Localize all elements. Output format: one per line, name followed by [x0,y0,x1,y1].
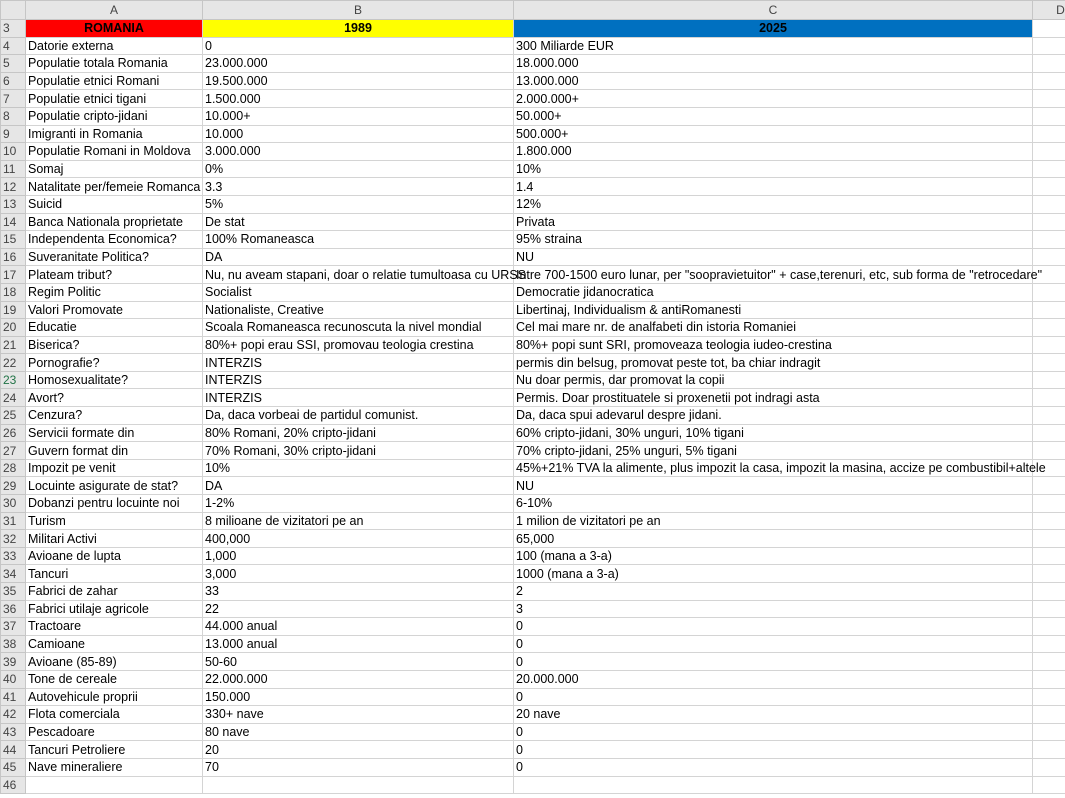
cell-b[interactable]: 22 [203,600,514,618]
cell-b[interactable]: DA [203,477,514,495]
cell-b[interactable]: Da, daca vorbeai de partidul comunist. [203,407,514,425]
row-header[interactable]: 26 [1,424,26,442]
column-header-c[interactable]: C [514,1,1033,20]
table-row [1,530,1065,548]
row-header[interactable]: 4 [1,37,26,55]
table-row [1,583,1065,601]
cell-d[interactable] [1033,442,1065,460]
table-row [1,125,1065,143]
cell-c[interactable]: 500.000+ [514,125,1033,143]
cell-a[interactable]: Homosexualitate? [26,371,203,389]
cell-a[interactable]: Populatie etnici tigani [26,90,203,108]
cell-a[interactable]: Educatie [26,319,203,337]
row-header[interactable]: 44 [1,741,26,759]
table-row [1,459,1065,477]
cell-b[interactable]: 3,000 [203,565,514,583]
cell-c[interactable]: 0 [514,688,1033,706]
cell-c[interactable]: 50.000+ [514,107,1033,125]
cell-c[interactable]: NU [514,477,1033,495]
table-row [1,248,1065,266]
table-row [1,336,1065,354]
cell-d[interactable] [1033,266,1065,284]
row-header[interactable]: 29 [1,477,26,495]
cell-c[interactable]: 95% straina [514,231,1033,249]
table-row [1,442,1065,460]
cell-d[interactable] [1033,547,1065,565]
cell-c[interactable]: 65,000 [514,530,1033,548]
cell-c[interactable]: 70% cripto-jidani, 25% unguri, 5% tigani [514,442,1033,460]
row-header[interactable]: 39 [1,653,26,671]
cell-a[interactable]: Independenta Economica? [26,231,203,249]
cell-c[interactable]: Libertinaj, Individualism & antiRomanesti [514,301,1033,319]
cell-d[interactable] [1033,160,1065,178]
cell-c[interactable]: 12% [514,195,1033,213]
cell-a[interactable]: Populatie etnici Romani [26,72,203,90]
cell-d[interactable] [1033,583,1065,601]
cell-c[interactable]: NU [514,248,1033,266]
cell-b[interactable]: 3.3 [203,178,514,196]
cell-a[interactable]: Datorie externa [26,37,203,55]
table-row [1,706,1065,724]
cell-a[interactable]: Imigranti in Romania [26,125,203,143]
cell-d[interactable] [1033,495,1065,513]
cell-b[interactable]: 400,000 [203,530,514,548]
cell-b[interactable]: INTERZIS [203,371,514,389]
cell-c[interactable]: 0 [514,653,1033,671]
table-row [1,213,1065,231]
table-row [1,266,1065,284]
row-header[interactable]: 14 [1,213,26,231]
table-row [1,670,1065,688]
cell-a[interactable]: Cenzura? [26,407,203,425]
cell-c[interactable]: Permis. Doar prostituatele si proxenetii pot indragi asta [514,389,1033,407]
cell-a[interactable]: Tone de cereale [26,670,203,688]
cell-b[interactable]: 22.000.000 [203,670,514,688]
cell-c[interactable]: 0 [514,618,1033,636]
cell-a[interactable]: Avioane (85-89) [26,653,203,671]
row-header[interactable]: 40 [1,670,26,688]
table-row [1,107,1065,125]
row-header[interactable]: 23 [1,371,26,389]
cell-b[interactable]: 50-60 [203,653,514,671]
table-row [1,55,1065,73]
table-row [1,407,1065,425]
cell-c[interactable]: 1.800.000 [514,143,1033,161]
table-row [1,178,1065,196]
table-row [1,495,1065,513]
table-row [1,776,1065,794]
cell-d[interactable] [1033,55,1065,73]
cell-b[interactable]: Nationaliste, Creative [203,301,514,319]
cell-a[interactable]: Regim Politic [26,283,203,301]
row-header[interactable]: 16 [1,248,26,266]
row-header[interactable]: 20 [1,319,26,337]
cell-c[interactable]: 0 [514,741,1033,759]
cell-b[interactable]: 10.000+ [203,107,514,125]
cell-c[interactable]: 0 [514,758,1033,776]
cell-b[interactable]: 80 nave [203,723,514,741]
cell-a[interactable]: Autovehicule proprii [26,688,203,706]
table-header-row [1,20,1065,38]
cell-d[interactable] [1033,407,1065,425]
row-header[interactable]: 9 [1,125,26,143]
cell-c[interactable]: 300 Miliarde EUR [514,37,1033,55]
cell-a[interactable]: Fabrici utilaje agricole [26,600,203,618]
row-header[interactable]: 28 [1,459,26,477]
cell-b[interactable]: 80% Romani, 20% cripto-jidani [203,424,514,442]
cell-a[interactable]: Pornografie? [26,354,203,372]
table-row [1,283,1065,301]
cell-c[interactable]: 60% cripto-jidani, 30% unguri, 10% tigani [514,424,1033,442]
row-header[interactable]: 24 [1,389,26,407]
cell-d[interactable] [1033,72,1065,90]
cell-a[interactable]: Turism [26,512,203,530]
cell-d[interactable] [1033,618,1065,636]
cell-b[interactable]: 1.500.000 [203,90,514,108]
cell-c[interactable]: 1000 (mana a 3-a) [514,565,1033,583]
table-row [1,512,1065,530]
cell-b[interactable]: Nu, nu aveam stapani, doar o relatie tumultoasa cu URSS [203,266,514,284]
row-header[interactable]: 36 [1,600,26,618]
cell-d[interactable] [1033,20,1065,38]
table-row [1,723,1065,741]
cell-c[interactable]: 13.000.000 [514,72,1033,90]
cell-b[interactable]: 70 [203,758,514,776]
row-header[interactable]: 42 [1,706,26,724]
cell-a[interactable]: Populatie totala Romania [26,55,203,73]
table-row [1,90,1065,108]
cell-b[interactable]: 44.000 anual [203,618,514,636]
table-row [1,688,1065,706]
row-header[interactable]: 6 [1,72,26,90]
table-row [1,301,1065,319]
cell-a[interactable]: Pescadoare [26,723,203,741]
cell-c[interactable]: Da, daca spui adevarul despre jidani. [514,407,1033,425]
row-header[interactable]: 19 [1,301,26,319]
cell-d[interactable] [1033,706,1065,724]
row-header[interactable]: 27 [1,442,26,460]
cell-a[interactable]: Populatie Romani in Moldova [26,143,203,161]
row-header[interactable]: 33 [1,547,26,565]
cell-a[interactable]: Flota comerciala [26,706,203,724]
row-header[interactable]: 10 [1,143,26,161]
cell-b[interactable]: 1,000 [203,547,514,565]
cell-b[interactable]: 10% [203,459,514,477]
cell-b[interactable]: 0 [203,37,514,55]
cell-a[interactable]: Nave mineraliere [26,758,203,776]
table-row [1,389,1065,407]
table-row [1,618,1065,636]
cell-b[interactable]: 0% [203,160,514,178]
cell-d[interactable] [1033,776,1065,794]
table-row [1,371,1065,389]
cell-a[interactable]: Servicii formate din [26,424,203,442]
row-header[interactable]: 13 [1,195,26,213]
cell-a[interactable]: Tancuri Petroliere [26,741,203,759]
row-header[interactable]: 35 [1,583,26,601]
column-header-d[interactable]: D [1033,1,1065,20]
table-row [1,319,1065,337]
cell-a[interactable]: Tractoare [26,618,203,636]
cell-b[interactable]: 33 [203,583,514,601]
table-row [1,635,1065,653]
cell-c[interactable]: 0 [514,723,1033,741]
cell-c[interactable] [514,776,1033,794]
cell-c[interactable]: 45%+21% TVA la alimente, plus impozit la casa, impozit la masina, accize pe combustibil+altele [514,459,1033,477]
cell-a[interactable]: Dobanzi pentru locuinte noi [26,495,203,513]
table-row [1,565,1065,583]
cell-a[interactable]: Tancuri [26,565,203,583]
cell-b[interactable]: 80%+ popi erau SSI, promovau teologia crestina [203,336,514,354]
cell-a[interactable]: Locuinte asigurate de stat? [26,477,203,495]
table-row [1,741,1065,759]
row-header[interactable]: 7 [1,90,26,108]
table-row [1,354,1065,372]
cell-a[interactable]: Somaj [26,160,203,178]
cell-c[interactable]: 1 milion de vizitatori pe an [514,512,1033,530]
cell-a[interactable]: Populatie cripto-jidani [26,107,203,125]
cell-b[interactable]: DA [203,248,514,266]
cell-b[interactable]: 70% Romani, 30% cripto-jidani [203,442,514,460]
cell-c[interactable]: permis din belsug, promovat peste tot, ba chiar indragit [514,354,1033,372]
cell-d[interactable] [1033,389,1065,407]
header-cell-1989[interactable]: 1989 [203,20,514,38]
cell-b[interactable]: INTERZIS [203,389,514,407]
row-header[interactable]: 17 [1,266,26,284]
cell-d[interactable] [1033,741,1065,759]
cell-a[interactable]: Camioane [26,635,203,653]
cell-d[interactable] [1033,90,1065,108]
cell-d[interactable] [1033,283,1065,301]
row-header[interactable]: 8 [1,107,26,125]
table-row [1,477,1065,495]
cell-b[interactable]: INTERZIS [203,354,514,372]
row-header[interactable]: 45 [1,758,26,776]
cell-b[interactable]: Socialist [203,283,514,301]
cell-d[interactable] [1033,37,1065,55]
cell-c[interactable]: 20 nave [514,706,1033,724]
row-header[interactable]: 15 [1,231,26,249]
cell-a[interactable]: Fabrici de zahar [26,583,203,601]
row-header[interactable]: 5 [1,55,26,73]
cell-c[interactable]: 2 [514,583,1033,601]
cell-c[interactable]: 10% [514,160,1033,178]
cell-d[interactable] [1033,565,1065,583]
table-row [1,653,1065,671]
cell-c[interactable]: 1.4 [514,178,1033,196]
cell-d[interactable] [1033,477,1065,495]
cell-d[interactable] [1033,653,1065,671]
row-header[interactable]: 34 [1,565,26,583]
cell-c[interactable]: Cel mai mare nr. de analfabeti din istoria Romaniei [514,319,1033,337]
cell-b[interactable]: 5% [203,195,514,213]
table-row [1,72,1065,90]
cell-b[interactable]: 23.000.000 [203,55,514,73]
row-header[interactable]: 18 [1,283,26,301]
cell-d[interactable] [1033,688,1065,706]
row-header[interactable]: 3 [1,20,26,38]
cell-b[interactable]: Scoala Romaneasca recunoscuta la nivel mondial [203,319,514,337]
row-header[interactable]: 11 [1,160,26,178]
column-header-row [1,1,1065,20]
cell-c[interactable]: 0 [514,635,1033,653]
cell-d[interactable] [1033,600,1065,618]
row-header[interactable]: 21 [1,336,26,354]
cell-d[interactable] [1033,336,1065,354]
cell-a[interactable] [26,776,203,794]
cell-d[interactable] [1033,758,1065,776]
row-header[interactable]: 12 [1,178,26,196]
cell-b[interactable]: 100% Romaneasca [203,231,514,249]
row-header[interactable]: 43 [1,723,26,741]
cell-a[interactable]: Banca Nationala proprietate [26,213,203,231]
column-header-b[interactable]: B [203,1,514,20]
cell-b[interactable]: 150.000 [203,688,514,706]
cell-d[interactable] [1033,231,1065,249]
select-all-corner[interactable] [1,1,26,20]
row-header[interactable]: 37 [1,618,26,636]
cell-a[interactable]: Plateam tribut? [26,266,203,284]
cell-d[interactable] [1033,635,1065,653]
cell-d[interactable] [1033,143,1065,161]
cell-d[interactable] [1033,107,1065,125]
cell-a[interactable]: Natalitate per/femeie Romanca [26,178,203,196]
table-row [1,547,1065,565]
cell-d[interactable] [1033,301,1065,319]
table-row [1,195,1065,213]
cell-c[interactable]: 6-10% [514,495,1033,513]
cell-a[interactable]: Avort? [26,389,203,407]
cell-a[interactable]: Biserica? [26,336,203,354]
cell-a[interactable]: Valori Promovate [26,301,203,319]
row-header[interactable]: 38 [1,635,26,653]
cell-d[interactable] [1033,512,1065,530]
table-row [1,600,1065,618]
cell-b[interactable]: 1-2% [203,495,514,513]
cell-d[interactable] [1033,125,1065,143]
row-header[interactable]: 22 [1,354,26,372]
cell-d[interactable] [1033,723,1065,741]
cell-c[interactable]: Nu doar permis, dar promovat la copii [514,371,1033,389]
cell-b[interactable]: 3.000.000 [203,143,514,161]
cell-a[interactable]: Guvern format din [26,442,203,460]
cell-d[interactable] [1033,195,1065,213]
cell-d[interactable] [1033,213,1065,231]
cell-d[interactable] [1033,424,1065,442]
row-header[interactable]: 32 [1,530,26,548]
row-header[interactable]: 41 [1,688,26,706]
cell-c[interactable]: Privata [514,213,1033,231]
cell-c[interactable]: 3 [514,600,1033,618]
cell-d[interactable] [1033,178,1065,196]
row-header[interactable]: 46 [1,776,26,794]
row-header[interactable]: 31 [1,512,26,530]
cell-a[interactable]: Suveranitate Politica? [26,248,203,266]
table-row [1,37,1065,55]
cell-d[interactable] [1033,530,1065,548]
cell-c[interactable]: 100 (mana a 3-a) [514,547,1033,565]
cell-c[interactable]: 20.000.000 [514,670,1033,688]
cell-d[interactable] [1033,248,1065,266]
cell-b[interactable]: De stat [203,213,514,231]
cell-b[interactable]: 330+ nave [203,706,514,724]
cell-c[interactable]: Democratie jidanocratica [514,283,1033,301]
cell-d[interactable] [1033,371,1065,389]
cell-b[interactable]: 13.000 anual [203,635,514,653]
cell-b[interactable] [203,776,514,794]
cell-c[interactable]: 80%+ popi sunt SRI, promoveaza teologia iudeo-crestina [514,336,1033,354]
cell-b[interactable]: 19.500.000 [203,72,514,90]
table-row [1,758,1065,776]
header-cell-romania[interactable]: ROMANIA [26,20,203,38]
table-row [1,231,1065,249]
cell-c[interactable]: 2.000.000+ [514,90,1033,108]
cell-a[interactable]: Militari Activi [26,530,203,548]
table-row [1,424,1065,442]
cell-c[interactable]: Intre 700-1500 euro lunar, per "soopravietuitor" + case,terenuri, etc, sub forma de "retrocedare" [514,266,1033,284]
table-row [1,143,1065,161]
column-header-a[interactable]: A [26,1,203,20]
cell-d[interactable] [1033,459,1065,477]
cell-b[interactable]: 8 milioane de vizitatori pe an [203,512,514,530]
cell-d[interactable] [1033,670,1065,688]
cell-a[interactable]: Avioane de lupta [26,547,203,565]
row-header[interactable]: 25 [1,407,26,425]
table-row [1,160,1065,178]
header-cell-2025[interactable]: 2025 [514,20,1033,38]
cell-c[interactable]: 18.000.000 [514,55,1033,73]
cell-b[interactable]: 10.000 [203,125,514,143]
cell-d[interactable] [1033,319,1065,337]
row-header[interactable]: 30 [1,495,26,513]
cell-a[interactable]: Impozit pe venit [26,459,203,477]
cell-d[interactable] [1033,354,1065,372]
cell-a[interactable]: Suicid [26,195,203,213]
cell-b[interactable]: 20 [203,741,514,759]
